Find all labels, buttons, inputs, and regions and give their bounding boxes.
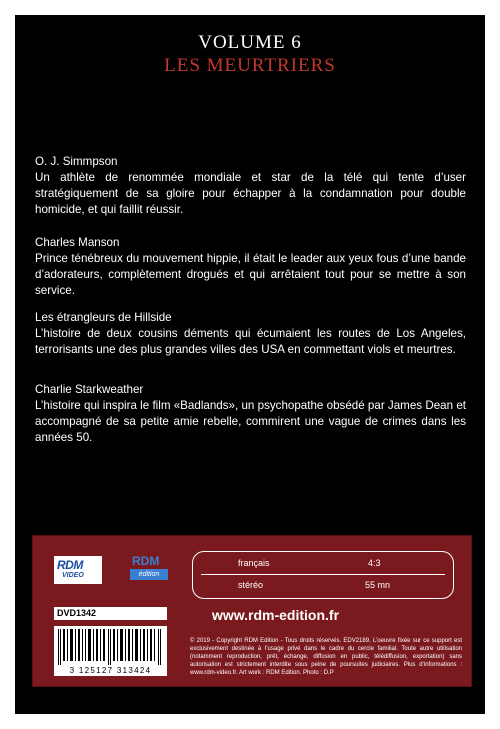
logo-subtext: VIDEO — [62, 572, 84, 579]
entry-manson — [35, 235, 466, 299]
product-reference: DVD1342 — [54, 607, 167, 620]
entry-title: O. J. Simmpson — [35, 155, 118, 168]
entry-starkweather — [35, 382, 466, 446]
entry-text: Un athlète de renommée mondiale et star de la télé qui tente d’user stratégiquement de sa gloire pour échapper à la condamnation pour double homicide, et qui faillit réussir. — [35, 171, 466, 216]
rdm-video-logo — [54, 556, 102, 584]
entry-text: Prince ténébreux du mouvement hippie, il était le leader aux yeux fous d’une bande d’adorateurs, complètement drogués et qui arrêtaient tout pour se mettre à son service. — [35, 252, 466, 297]
spec-ratio: 4:3 — [368, 558, 381, 568]
volume-title: VOLUME 6 — [198, 32, 302, 53]
entry-text: L’histoire de deux cousins déments qui écumaient les routes de Los Angeles, terrorisants une des plus grandes villes des USA en commettant viols et meurtres. — [35, 327, 466, 356]
logo-text: RDM — [57, 558, 83, 572]
barcode-bars — [58, 629, 163, 665]
specs-divider — [201, 574, 445, 575]
info-band — [32, 535, 472, 687]
logo-text: RDM — [132, 554, 160, 568]
entry-text: L’histoire qui inspira le film «Badlands», un psychopathe obsédé par James Dean et accompagné de sa petite amie rebelle, commirent une vague de crimes dans les années 50. — [35, 399, 466, 444]
spec-duration: 55 mn — [365, 580, 391, 590]
entry-title: Charles Manson — [35, 236, 120, 249]
entry-title: Les étrangleurs de Hillside — [35, 311, 172, 324]
entry-title: Charlie Starkweather — [35, 383, 144, 396]
website-link[interactable]: www.rdm-edition.fr — [212, 607, 340, 623]
logo-subtext: édition — [130, 569, 168, 580]
collection-subtitle: LES MEURTRIERS — [164, 55, 336, 76]
entry-hillside — [35, 310, 466, 358]
barcode — [54, 626, 167, 676]
spec-language: français — [238, 558, 270, 568]
entry-simpson — [35, 154, 466, 218]
rdm-edition-logo — [128, 554, 170, 584]
copyright-notice: © 2019 - Copyright RDM Edition - Tous droits réservés. EDV2189. L’oeuvre fixée sur ce support est exclusivement destinée à l’usage privé dans le cadre du cercle familial. Toute autre utilisation (notamment reproduction, prêt, échange, diffusion en public, télédiffusion, exportation) sans autorisation est strictement interdite sous peine de poursuites judiciaires. Plus d’informations : www.rdm-video.fr. Art work : RDM Edition. Photo : D.P — [190, 638, 462, 676]
specs-panel — [192, 551, 454, 599]
spec-audio: stéréo — [238, 580, 264, 590]
dvd-back-cover — [15, 15, 485, 714]
barcode-number: 3 125127 313424 — [69, 666, 152, 675]
